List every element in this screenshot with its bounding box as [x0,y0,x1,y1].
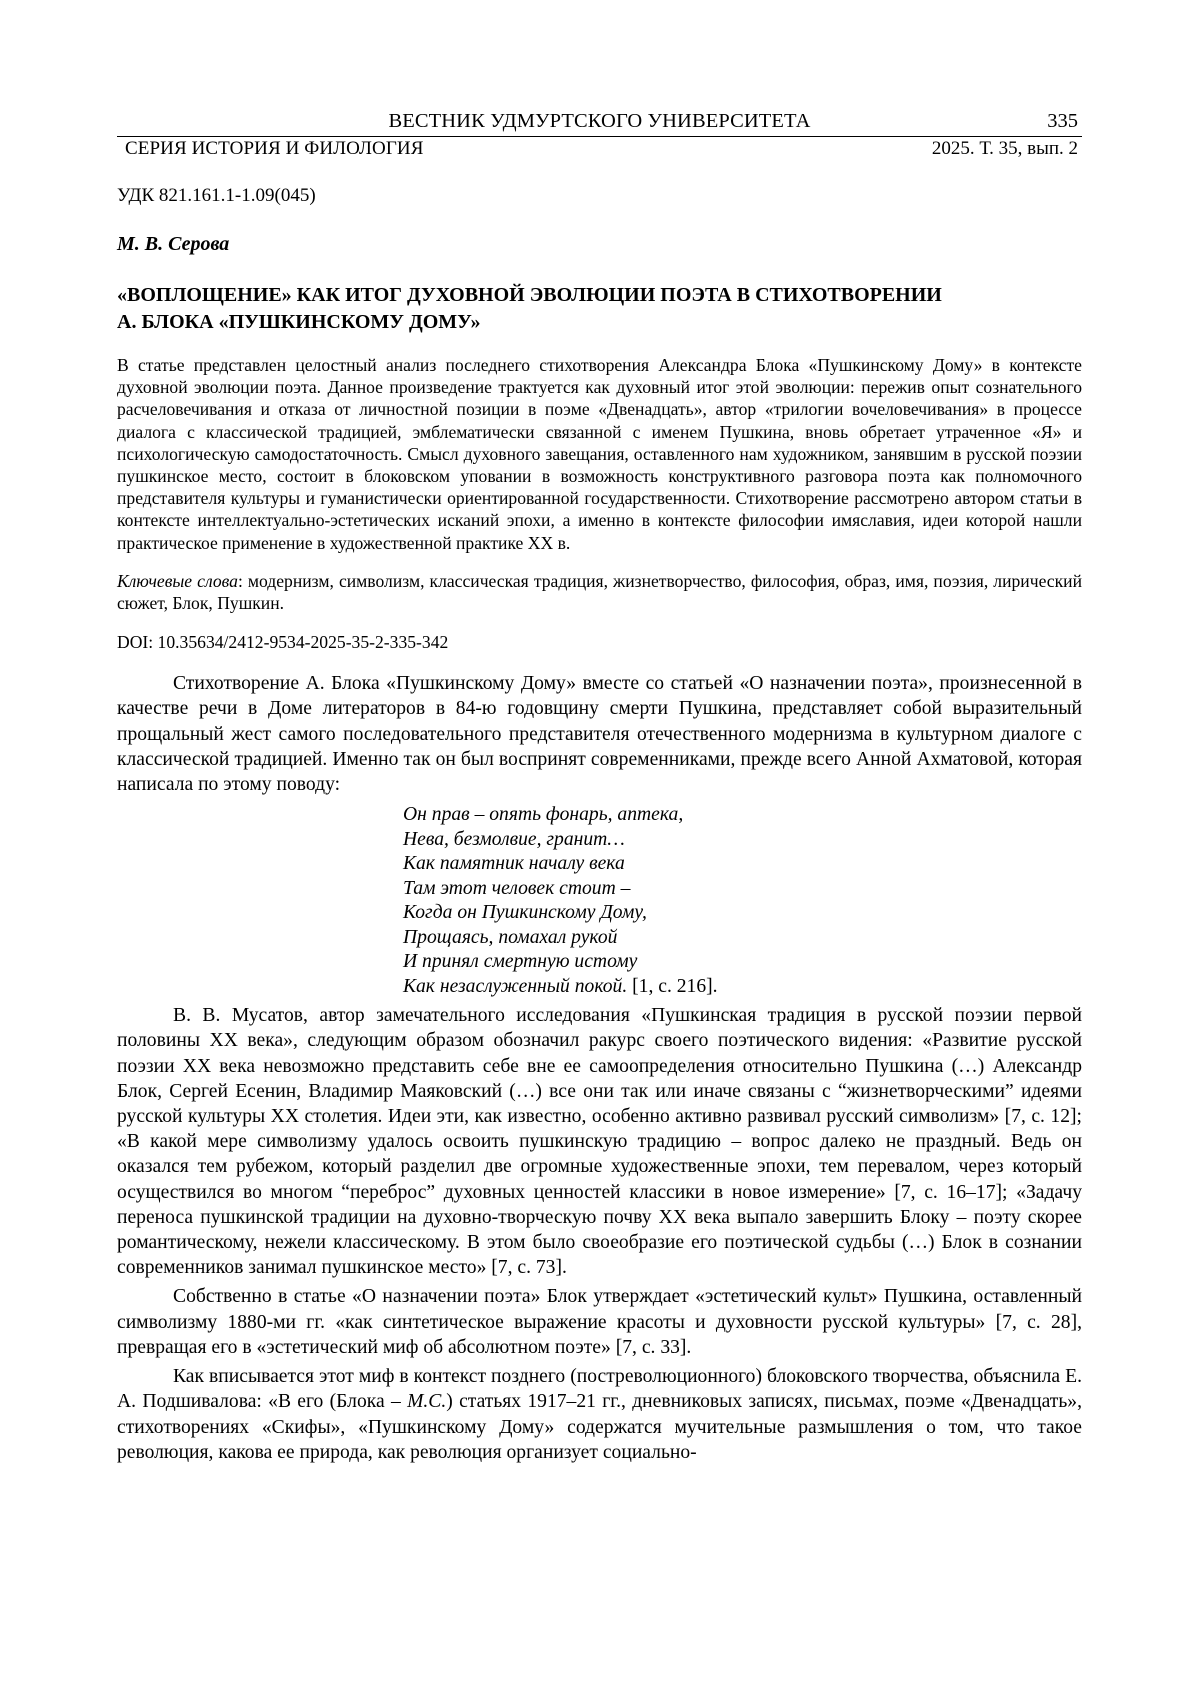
journal-series: СЕРИЯ ИСТОРИЯ И ФИЛОЛОГИЯ [125,138,424,159]
body-paragraph-4 [117,1364,1082,1465]
keywords-label: Ключевые слова [117,570,238,591]
verse-line: Нева, безмолвие, гранит… [403,828,625,850]
running-subheader [117,137,1082,161]
verse-line: Прощаясь, помахал рукой [403,926,618,948]
page-number: 335 [1047,110,1078,132]
article-title [117,282,1082,336]
body-paragraph-3: Собственно в статье «О назначении поэта» Блок утверждает «эстетический культ» Пушкина, оставленный символизму 1880-ми гг. «как синтетическое выражение красоты и духовности русской культуры» [7, с. 28], превращая его в «эстетический миф об абсолютном поэте» [7, с. 33]. [117,1286,1082,1358]
verse-line-last [403,975,1082,1000]
body-paragraph-2: В. В. Мусатов, автор замечательного исследования «Пушкинская традиция в русской поэзии первой половины XX века», следующим образом обозначил ракурс своего поэтического видения: «Развитие русской поэзии XX века невозможно представить себе вне ее самоопределения относительно Пушкина (…) Александр Блок, Сергей Есенин, Владимир Маяковский (…) все они так или иначе связаны с “жизнетворческими” идеями русской культуры XX столетия. Идеи эти, как известно, особенно активно развивал русский символизм» [7, с. 12]; «В какой мере символизму удалось освоить пушкинскую традицию – вопрос далеко не праздный. Ведь он оказался тем рубежом, который разделил две огромные художественные эпохи, тем перевалом, через который осуществился во многом “переброс” духовных ценностей классики в новое измерение» [7, с. 16–17]; «Задачу переноса пушкинской традиции на духовно-творческую почву XX века выпало завершить Блоку – поэту скорее романтическому, нежели классическому. В этом было своеобразие его поэтической судьбы (…) Блок в сознании современников занимал пушкинское место» [7, с. 73]. [117,1005,1082,1279]
author-name: М. В. Серова [117,233,230,255]
paragraph-4-text-b: ) статьях 1917–21 гг., дневниковых записях, письмах, поэме «Двенадцать», стихотворениях «Скифы», «Пушкинскому Дому» содержатся мучительные размышления о том, что такое революция, какова ее природа, как революция организует социально- [117,1391,1082,1463]
verse-line: Там этот человек стоит – [403,877,631,899]
issue-info: 2025. Т. 35, вып. 2 [931,138,1078,159]
keywords [117,570,1082,614]
verse-line: Когда он Пушкинскому Дому, [403,902,647,924]
udk-code: УДК 821.161.1-1.09(045) [117,185,316,206]
verse-line: Он прав – опять фонарь, аптека, [403,804,684,826]
verse-line: И принял смертную истому [403,951,638,973]
verse-line-text: Как незаслуженный покой. [403,975,628,997]
paragraph-4-text-a: Как вписывается этот миф в контекст позднего (постреволюционного) блоковского творчества, объяснила Е. А. Подшивалова: «В его (Блока – [117,1366,1082,1413]
journal-title: ВЕСТНИК УДМУРТСКОГО УНИВЕРСИТЕТА [388,110,811,132]
running-header [117,110,1082,134]
verse-quote [403,803,1082,999]
title-line-1: «ВОПЛОЩЕНИЕ» КАК ИТОГ ДУХОВНОЙ ЭВОЛЮЦИИ ПОЭТА В СТИХОТВОРЕНИИ [117,284,942,306]
title-line-2: А. БЛОКА «ПУШКИНСКОМУ ДОМУ» [117,311,481,333]
abstract: В статье представлен целостный анализ последнего стихотворения Александра Блока «Пушкинскому Дому» в контексте духовной эволюции поэта. Данное произведение трактуется как духовный итог этой эволюции: пережив опыт сознательного расчеловечивания и отказа от личностной позиции в поэме «Двенадцать», автор «трилогии вочеловечивания» в процессе диалога с классической традицией, эмблематически связанной с именем Пушкина, вновь обретает утраченное «Я» и психологическую самодостаточность. Смысл духовного завещания, оставленного нам художником, занявшим в русской поэзии пушкинское место, состоит в блоковском уповании в возможность конструктивного разговора поэта как полномочного представителя культуры и гуманистически ориентированной государственности. Стихотворение рассмотрено автором статьи в контексте интеллектуально-эстетических исканий эпохи, а именно в контексте философии имяславия, идеи которой нашли практическое применение в художественной практике XX в. [117,355,1082,553]
page [117,110,1082,1465]
doi: DOI: 10.35634/2412-9534-2025-35-2-335-342 [117,632,449,653]
body-paragraph-1: Стихотворение А. Блока «Пушкинскому Дому» вместе со статьей «О назначении поэта», произнесенной в качестве речи в Доме литераторов в 84-ю годовщину смерти Пушкина, представляет собой выразительный прощальный жест самого последовательного представителя отечественного модернизма в культурном диалоге с классической традицией. Именно так он был воспринят современниками, прежде всего Анной Ахматовой, которая написала по этому поводу: [117,673,1082,796]
verse-line: Как памятник началу века [403,853,625,875]
author-initials: М.С. [407,1391,447,1413]
verse-citation: [1, с. 216]. [627,975,718,997]
keywords-list: : модернизм, символизм, классическая традиция, жизнетворчество, философия, образ, имя, поэзия, лирический сюжет, Блок, Пушкин. [117,570,1082,614]
